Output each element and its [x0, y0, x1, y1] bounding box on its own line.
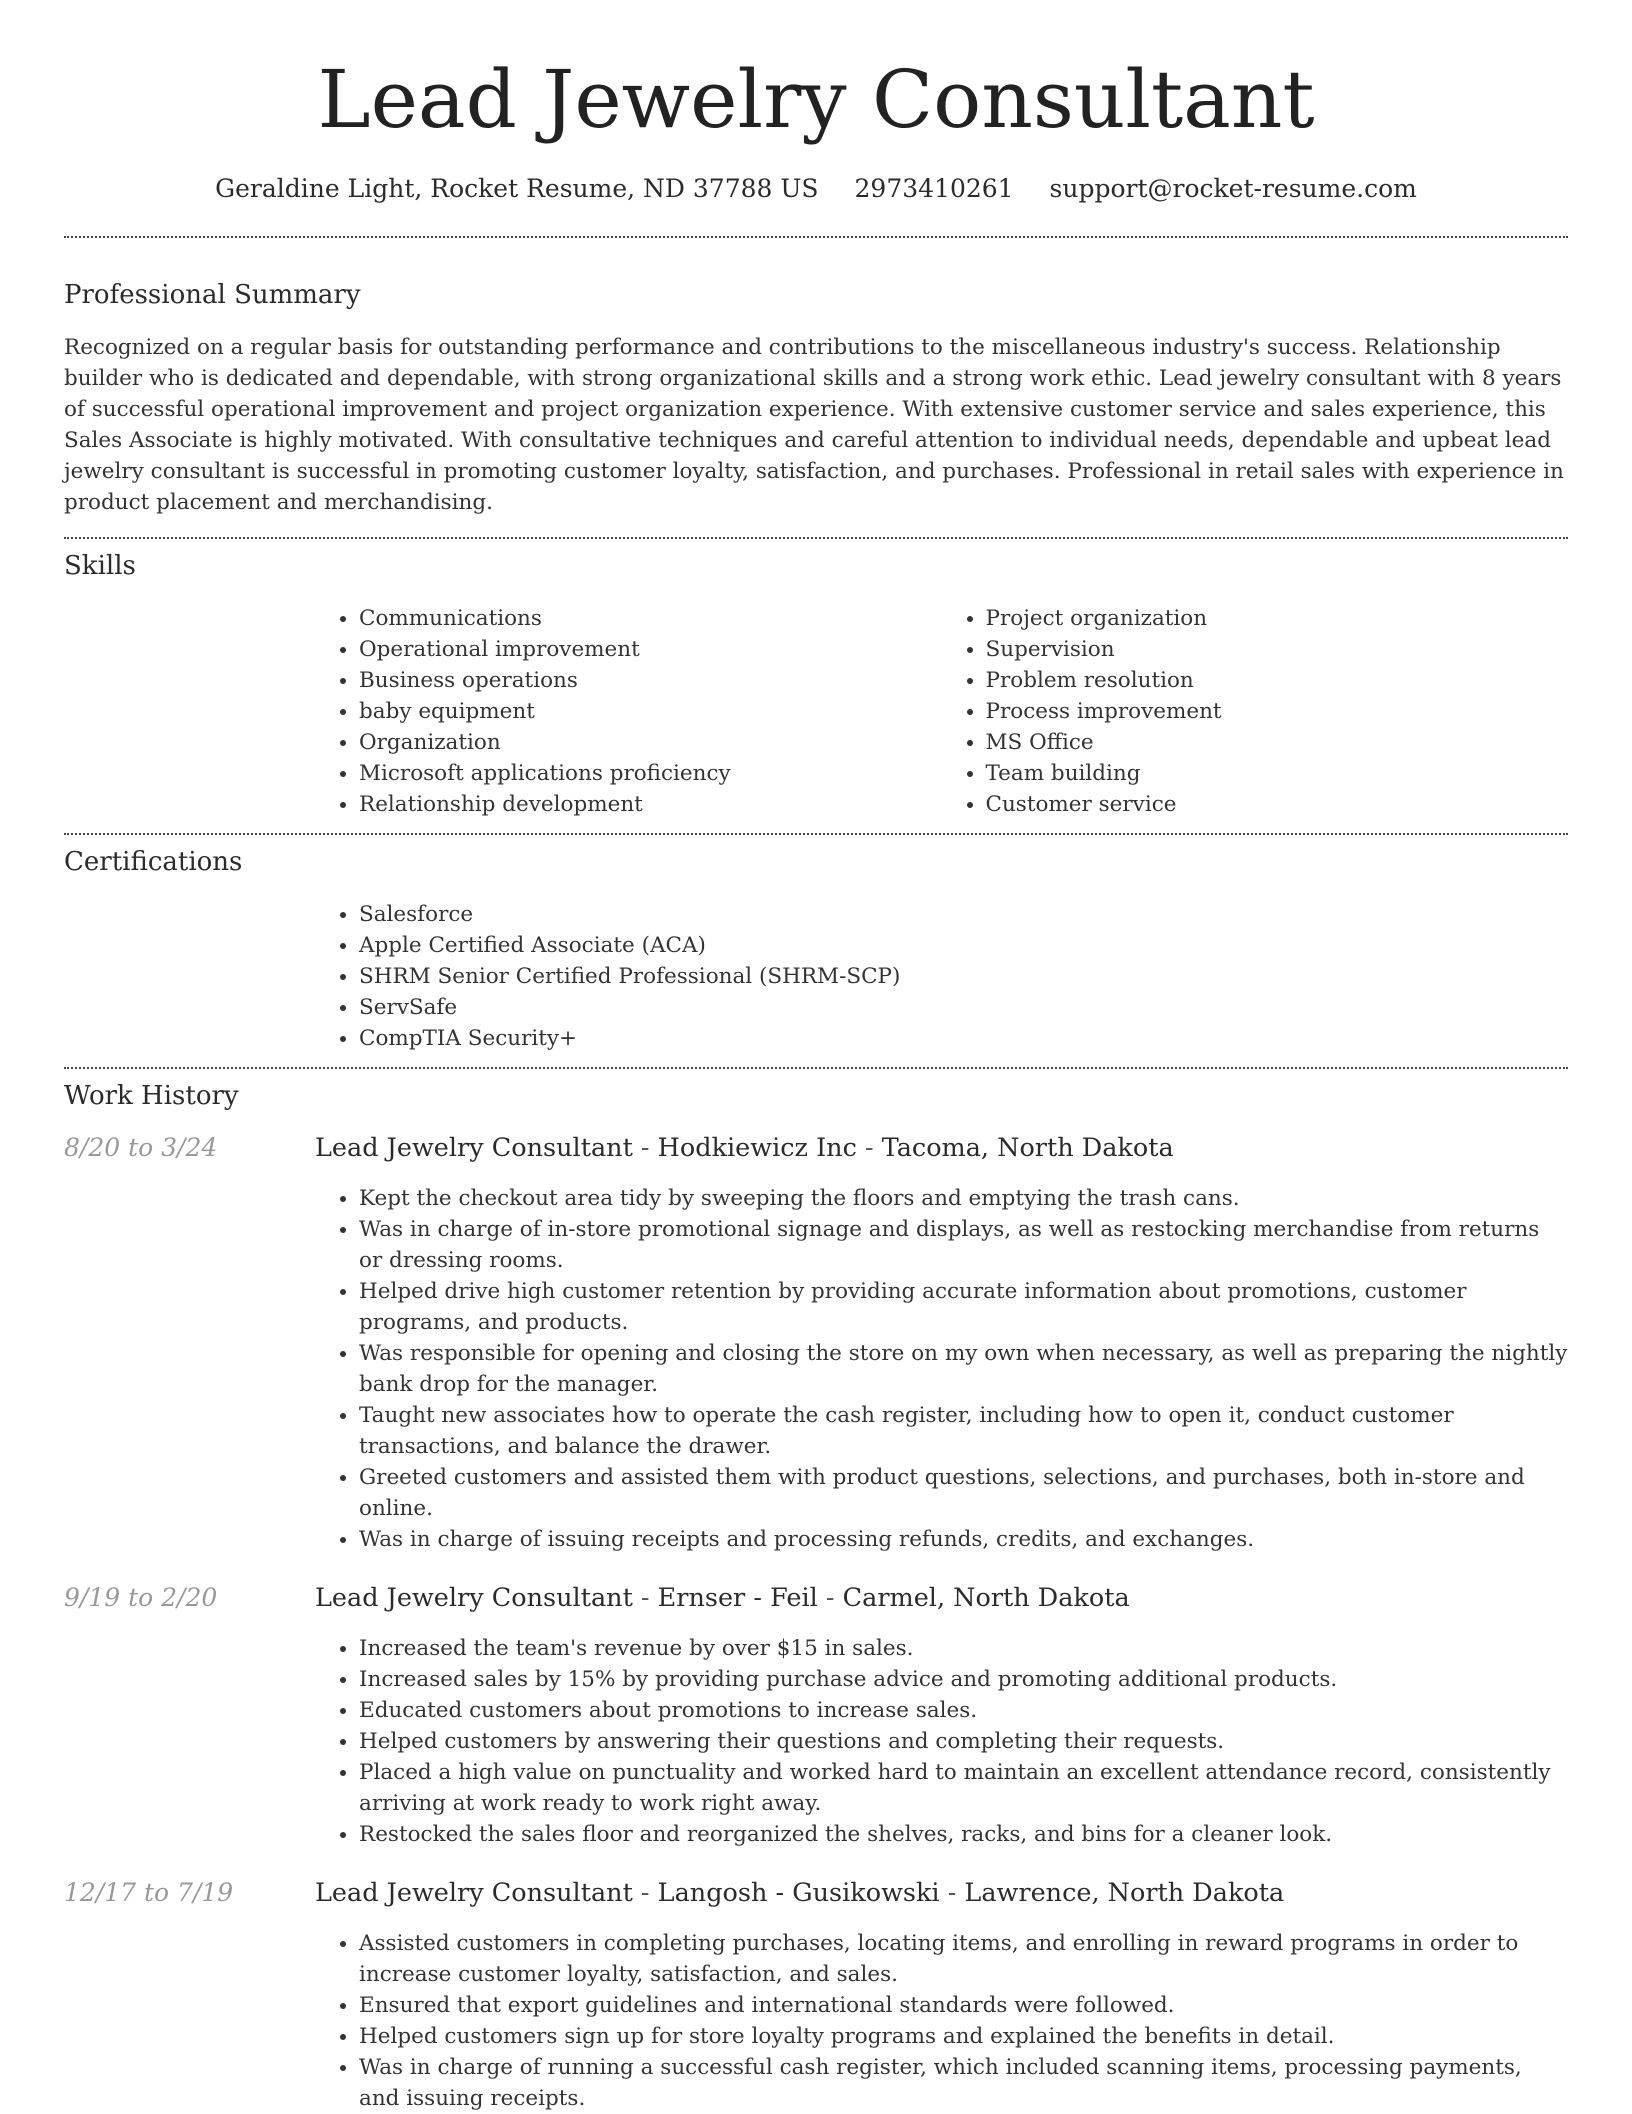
contact-phone: 2973410261 — [854, 174, 1014, 203]
certification-item: • ServSafe — [359, 992, 1568, 1023]
job-bullet: • Was in charge of in-store promotional signage and displays, as well as restocking merchandise from returns or dressing rooms. — [359, 1214, 1568, 1276]
resume-title: Lead Jewelry Consultant — [317, 53, 1315, 146]
job-entry — [64, 1878, 1568, 2114]
job-bullet: • Was responsible for opening and closing the store on my own when necessary, as well as preparing the nightly bank drop for the manager. — [359, 1338, 1568, 1400]
summary-section — [64, 238, 1568, 518]
certifications-section — [64, 835, 1568, 1054]
job-title: Lead Jewelry Consultant — [315, 1878, 633, 1908]
job-location: Lawrence, North Dakota — [964, 1878, 1285, 1908]
skill-item: • Business operations — [359, 665, 942, 696]
job-bullet: • Increased the team's revenue by over $15 in sales. — [359, 1633, 1568, 1664]
work-history-heading: Work History — [64, 1081, 239, 1111]
job-entry — [64, 1133, 1568, 1555]
job-header — [64, 1878, 1568, 1908]
skills-columns — [315, 603, 1568, 820]
skill-item: • Process improvement — [986, 696, 1569, 727]
job-header — [64, 1583, 1568, 1613]
job-bullet: • Helped customers by answering their questions and completing their requests. — [359, 1726, 1568, 1757]
job-bullet: • Taught new associates how to operate the cash register, including how to open it, conduct customer transactions, and balance the drawer. — [359, 1400, 1568, 1462]
job-company: Langosh - Gusikowski — [657, 1878, 940, 1908]
skills-list-left — [315, 603, 942, 820]
job-bullets — [315, 1183, 1568, 1555]
job-bullets — [315, 1928, 1568, 2114]
job-title-line — [315, 1583, 1130, 1613]
certifications-heading: Certifications — [64, 847, 243, 877]
skills-section — [64, 539, 1568, 820]
skills-heading: Skills — [64, 551, 136, 581]
job-bullet: • Kept the checkout area tidy by sweeping the floors and emptying the trash cans. — [359, 1183, 1568, 1214]
job-title: Lead Jewelry Consultant — [315, 1133, 633, 1163]
skill-item: • Organization — [359, 727, 942, 758]
job-bullet: • Increased sales by 15% by providing purchase advice and promoting additional products. — [359, 1664, 1568, 1695]
job-bullet: • Was in charge of running a successful cash register, which included scanning items, processing payments, and issuing receipts. — [359, 2052, 1568, 2114]
job-title-line — [315, 1878, 1284, 1908]
job-bullet: • Ensured that export guidelines and international standards were followed. — [359, 1990, 1568, 2021]
skill-item: • MS Office — [986, 727, 1569, 758]
job-company: Ernser - Feil — [657, 1583, 818, 1613]
job-bullet: • Was in charge of issuing receipts and processing refunds, credits, and exchanges. — [359, 1524, 1568, 1555]
certification-item: • Salesforce — [359, 899, 1568, 930]
summary-text: Recognized on a regular basis for outstanding performance and contributions to the miscellaneous industry's success. Relationship builder who is dedicated and dependable, with strong organizational skills and a strong work ethic. Lead jewelry consultant with 8 years of successful operational improvement and project organization experience. With extensive customer service and sales experience, this Sales Associate is highly motivated. With consultative techniques and careful attention to individual needs, dependable and upbeat lead jewelry consultant is successful in promoting customer loyalty, satisfaction, and purchases. Professional in retail sales with experience in product placement and merchandising. — [64, 335, 1564, 515]
skills-list-right — [942, 603, 1569, 820]
job-title: Lead Jewelry Consultant — [315, 1583, 633, 1613]
skill-item: • Relationship development — [359, 789, 942, 820]
contact-email: support@rocket-resume.com — [1049, 174, 1417, 203]
work-history-section — [64, 1069, 1568, 2114]
skill-item: • Supervision — [986, 634, 1569, 665]
job-title-line — [315, 1133, 1174, 1163]
job-dates: 12/17 to 7/19 — [64, 1878, 234, 1907]
separator: - — [632, 1583, 658, 1613]
certification-item: • Apple Certified Associate (ACA) — [359, 930, 1568, 961]
certification-item: • CompTIA Security+ — [359, 1023, 1568, 1054]
job-bullet: • Greeted customers and assisted them with product questions, selections, and purchases, both in-store and online. — [359, 1462, 1568, 1524]
job-bullet: • Placed a high value on punctuality and worked hard to maintain an excellent attendance record, consistently arriving at work ready to work right away. — [359, 1757, 1568, 1819]
skill-item: • Communications — [359, 603, 942, 634]
contact-address: Geraldine Light, Rocket Resume, ND 37788 US — [215, 174, 819, 203]
separator: - — [632, 1133, 658, 1163]
separator: - — [856, 1133, 882, 1163]
separator: - — [939, 1878, 965, 1908]
skill-item: • baby equipment — [359, 696, 942, 727]
job-bullet: • Helped drive high customer retention by providing accurate information about promotions, customer programs, and products. — [359, 1276, 1568, 1338]
skill-item: • Team building — [986, 758, 1569, 789]
skill-item: • Project organization — [986, 603, 1569, 634]
job-entry — [64, 1583, 1568, 1850]
separator: - — [817, 1583, 843, 1613]
skill-item: • Microsoft applications proficiency — [359, 758, 942, 789]
job-bullet: • Helped customers sign up for store loyalty programs and explained the benefits in detail. — [359, 2021, 1568, 2052]
contact-line — [64, 172, 1568, 206]
job-bullets — [315, 1633, 1568, 1850]
job-bullet: • Educated customers about promotions to increase sales. — [359, 1695, 1568, 1726]
certifications-list — [315, 899, 1568, 1054]
skill-item: • Problem resolution — [986, 665, 1569, 696]
job-dates: 8/20 to 3/24 — [64, 1133, 218, 1162]
separator: - — [632, 1878, 658, 1908]
summary-heading: Professional Summary — [64, 280, 361, 310]
certification-item: • SHRM Senior Certified Professional (SHRM-SCP) — [359, 961, 1568, 992]
job-bullet: • Restocked the sales floor and reorganized the shelves, racks, and bins for a cleaner look. — [359, 1819, 1568, 1850]
job-location: Carmel, North Dakota — [842, 1583, 1130, 1613]
job-company: Hodkiewicz Inc — [657, 1133, 857, 1163]
skill-item: • Customer service — [986, 789, 1569, 820]
job-dates: 9/19 to 2/20 — [64, 1583, 218, 1612]
skill-item: • Operational improvement — [359, 634, 942, 665]
job-bullet: • Assisted customers in completing purchases, locating items, and enrolling in reward programs in order to increase customer loyalty, satisfaction, and sales. — [359, 1928, 1568, 1990]
job-location: Tacoma, North Dakota — [881, 1133, 1174, 1163]
job-header — [64, 1133, 1568, 1163]
